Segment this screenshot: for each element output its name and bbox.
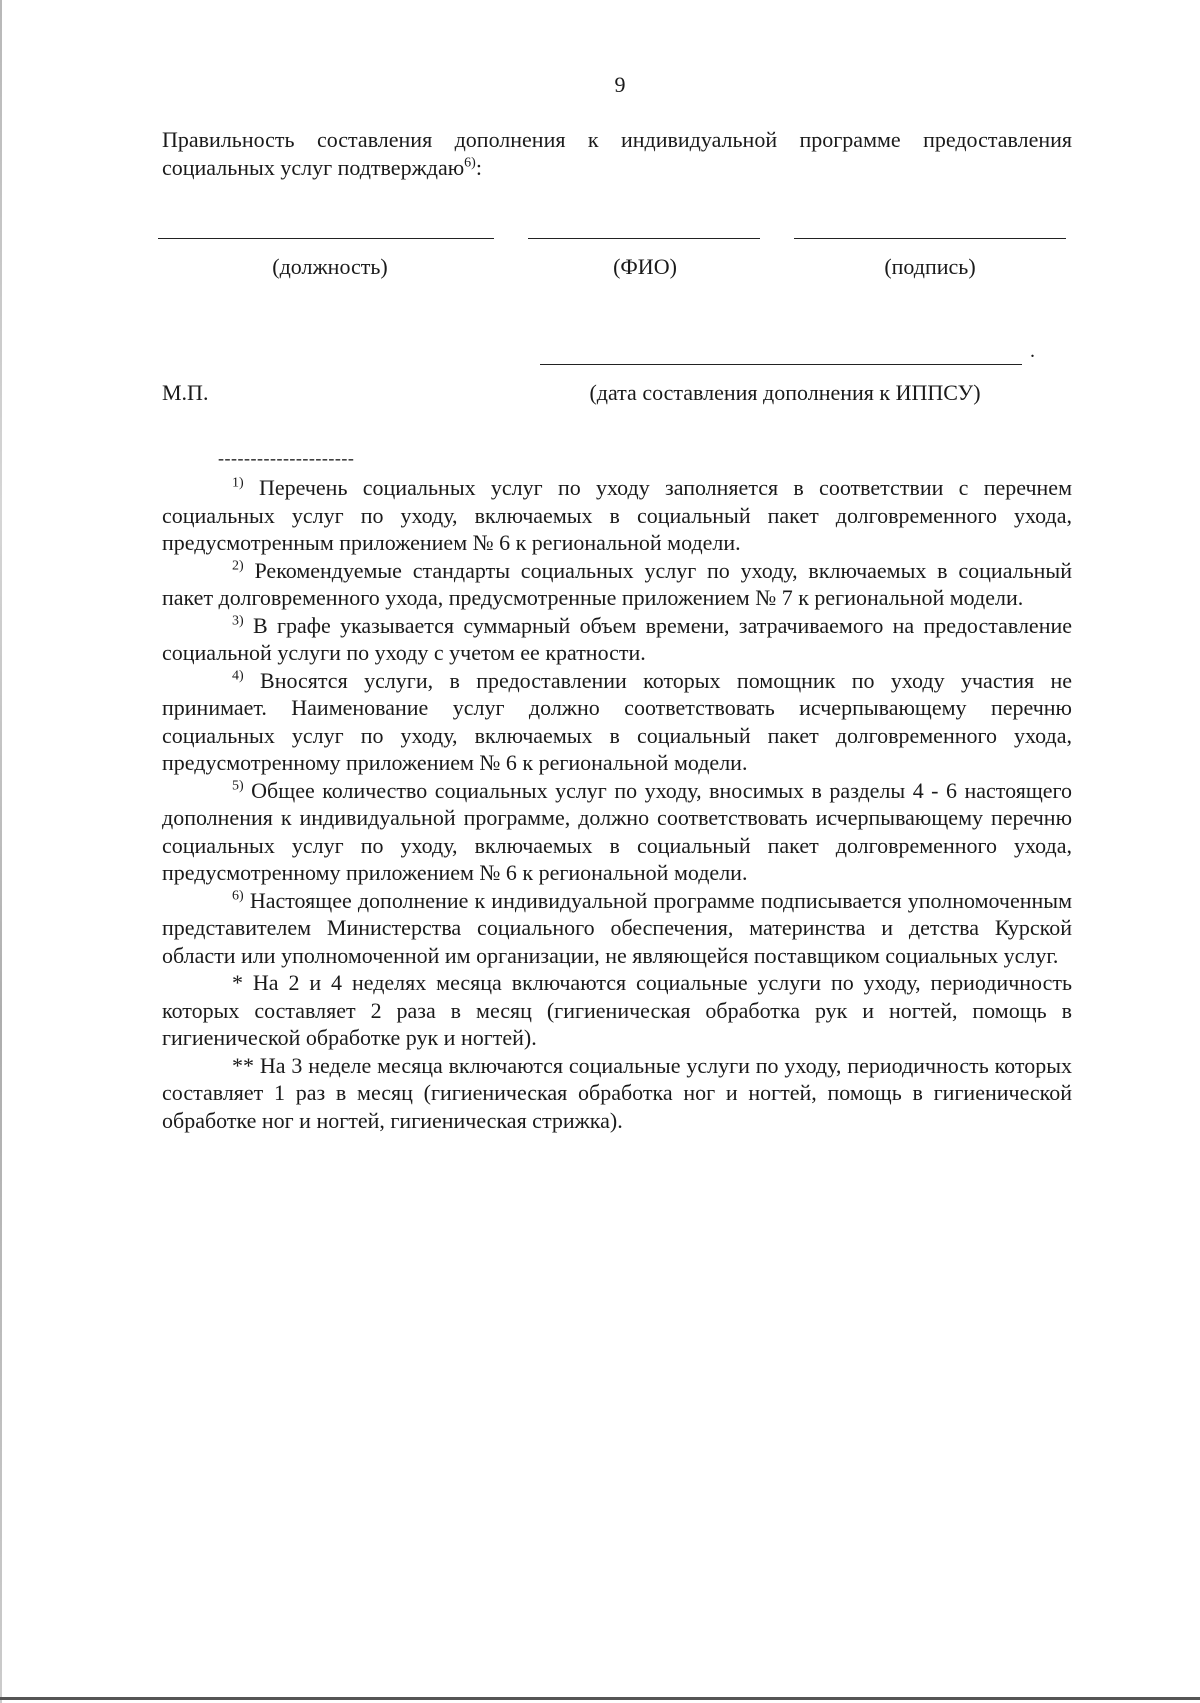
- date-label: (дата составления дополнения к ИППСУ): [589, 380, 981, 405]
- confirmation-statement: [162, 126, 1072, 182]
- note-text: На 2 и 4 неделях месяца включаются социальные услуги по уходу, периодичность которых составляет 2 раза в месяц (гигиеническая обработка рук и ногтей, помощь в гигиенической обработке рук и ногтей).: [162, 970, 1073, 1050]
- footnote-5: [162, 777, 1072, 887]
- footnote-text: Общее количество социальных услуг по уходу, вносимых в разделы 4 - 6 настоящего дополнения к индивидуальной программе, должно соответствовать исчерпывающему перечню социальных услуг по уходу, включаемых в социальный пакет долговременного ухода, предусмотренному приложением № 6 к региональной модели.: [162, 777, 1073, 885]
- footnote-text: Настоящее дополнение к индивидуальной программе подписывается уполномоченным представителем Министерства социального обеспечения, материнства и детства Курской области или уполномоченной им организации, не являющейся поставщиком социальных услуг.: [162, 887, 1073, 968]
- position-label: (должность): [272, 254, 388, 279]
- footnotes: [162, 474, 1072, 1134]
- footnote-text: В графе указывается суммарный объем времени, затрачиваемого на предоставление социальной услуги по уходу с учетом ее кратности.: [162, 612, 1073, 665]
- note-double-asterisk: [162, 1052, 1072, 1135]
- footnote-text: Вносятся услуги, в предоставлении которых помощник по уходу участия не принимает. Наименование услуг должно соответствовать исчерпывающему перечню социальных услуг по уходу, включаемых в социальный пакет долговременного ухода, предусмотренному приложением № 6 к региональной модели.: [162, 667, 1073, 775]
- note-text: На 3 неделе месяца включаются социальные услуги по уходу, периодичность которых составляет 1 раз в месяц (гигиеническая обработка ног и ногтей, помощь в гигиенической обработке ног и ногтей, гигиеническая стрижка).: [162, 1052, 1072, 1133]
- footnote-6: [162, 887, 1072, 970]
- date-dot: .: [1030, 340, 1035, 362]
- footnote-1: [162, 474, 1072, 557]
- footnote-text: Перечень социальных услуг по уходу заполняется в соответствии с перечнем социальных услуг по уходу, включаемых в социальный пакет долговременного ухода, предусмотренным приложением № 6 к региональной модели.: [162, 475, 1072, 555]
- name-label: (ФИО): [613, 254, 677, 279]
- footnote-text: Рекомендуемые стандарты социальных услуг по уходу, включаемых в социальный пакет долговременного ухода, предусмотренные приложением № 7 к региональной модели.: [162, 557, 1072, 610]
- footnote-separator: ---------------------: [218, 448, 355, 468]
- footnote-marker: 2): [232, 558, 244, 574]
- page-number: 9: [614, 72, 626, 97]
- stamp-place-label: М.П.: [162, 380, 209, 405]
- signature-line: [794, 238, 1066, 240]
- footnote-marker: 3): [232, 613, 244, 629]
- position-line: [158, 238, 494, 240]
- name-line: [528, 238, 760, 240]
- footnote-4: [162, 667, 1072, 777]
- date-line: [540, 364, 1022, 365]
- scan-edge-left: [0, 0, 2, 1703]
- confirmation-footnote-ref: 6): [464, 155, 476, 171]
- footnote-marker: 4): [232, 668, 244, 684]
- footnote-marker: 1): [232, 475, 244, 491]
- signature-label: (подпись): [884, 254, 976, 279]
- footnote-marker: 6): [232, 888, 244, 904]
- footnote-marker: 5): [232, 778, 244, 794]
- note-marker: *: [232, 970, 243, 995]
- confirmation-text: Правильность составления дополнения к индивидуальной программе предоставления социальных услуг подтверждаю: [162, 127, 1072, 180]
- scan-edge-bottom: [0, 1697, 1200, 1700]
- confirmation-colon: :: [475, 155, 482, 180]
- note-asterisk: [162, 969, 1072, 1052]
- note-marker: **: [232, 1052, 254, 1078]
- footnote-3: [162, 612, 1072, 667]
- footnote-2: [162, 557, 1072, 612]
